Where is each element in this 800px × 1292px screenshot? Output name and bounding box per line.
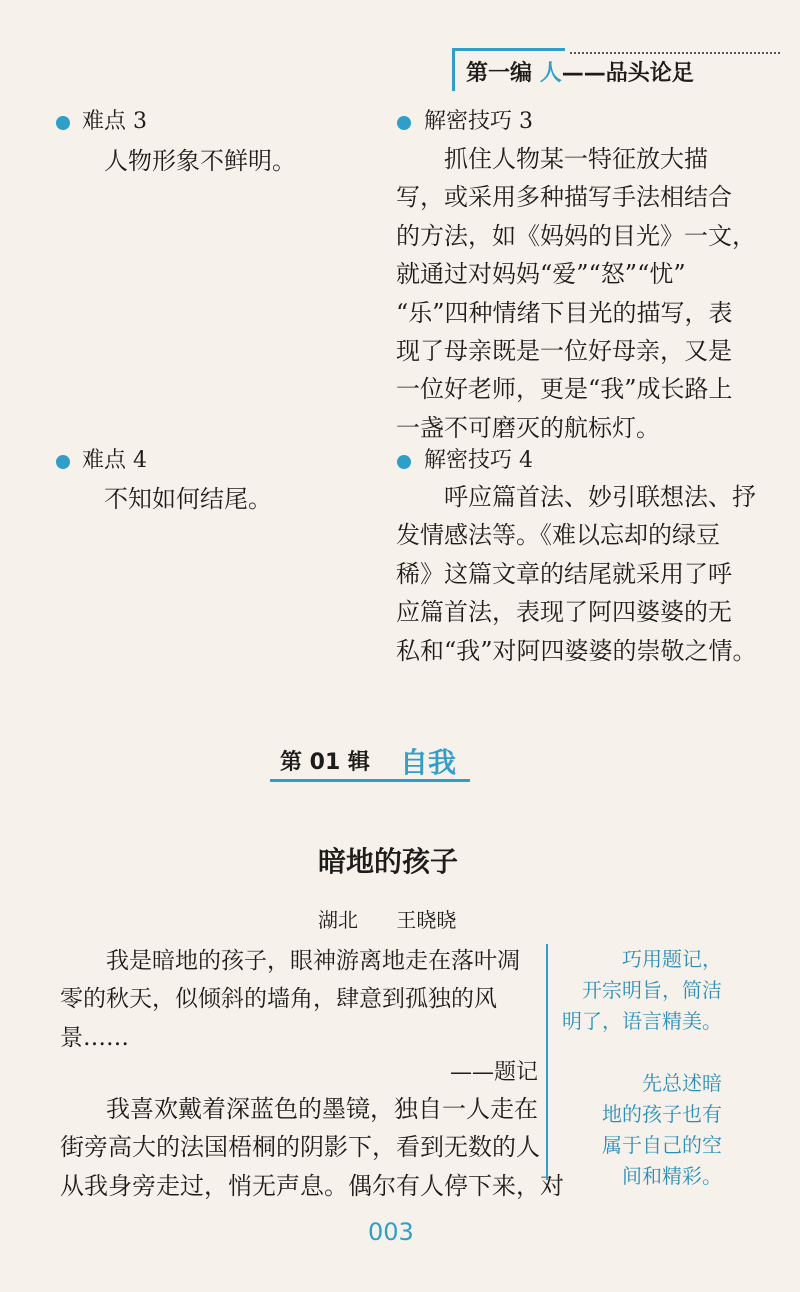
header-title bbox=[466, 56, 694, 87]
text-line: 街旁高大的法国梧桐的阴影下，看到无数的人 bbox=[60, 1133, 540, 1162]
text-line: 的方法，如《妈妈的目光》一文， bbox=[396, 221, 756, 250]
bullet-icon bbox=[56, 116, 70, 130]
tip-label: 解密技巧 4 bbox=[424, 448, 533, 473]
difficulty-label: 难点 3 bbox=[82, 109, 147, 134]
bullet-icon bbox=[397, 116, 411, 130]
tip-label: 解密技巧 3 bbox=[424, 109, 533, 134]
text-line: “乐”四种情绪下目光的描写，表 bbox=[396, 298, 733, 327]
text-line: 抓住人物某一特征放大描 bbox=[444, 145, 708, 173]
text-line: 我是暗地的孩子，眼神游离地走在落叶凋 bbox=[106, 948, 520, 974]
sidenote-line: 地的孩子也有 bbox=[602, 1102, 722, 1126]
series-name: 自我 bbox=[400, 746, 457, 779]
sidenote-line: 开宗明旨，简洁 bbox=[582, 978, 722, 1002]
sidenote bbox=[556, 944, 722, 1037]
header-part: 第一编 bbox=[466, 61, 533, 86]
sidenote bbox=[556, 1068, 722, 1192]
text-line: 一盏不可磨灭的航标灯。 bbox=[396, 413, 660, 442]
tip-paragraph bbox=[396, 478, 757, 670]
text-line: 一位好老师，更是“我”成长路上 bbox=[396, 375, 733, 404]
epigraph bbox=[60, 942, 520, 1057]
text-line: 从我身旁走过，悄无声息。偶尔有人停下来，对 bbox=[60, 1171, 564, 1200]
text-line: 呼应篇首法、妙引联想法、抒 bbox=[444, 483, 756, 511]
text-line: 景…… bbox=[60, 1024, 129, 1051]
header-dotted-rule bbox=[570, 52, 780, 54]
author-location: 湖北 bbox=[318, 908, 358, 932]
author-name: 王晓晓 bbox=[396, 908, 457, 932]
sidenote-line: 属于自己的空 bbox=[602, 1133, 722, 1157]
author-line bbox=[318, 904, 456, 933]
sidenote-line: 巧用题记， bbox=[622, 947, 722, 971]
sidenote-line: 明了，语言精美。 bbox=[562, 1009, 722, 1033]
text-line: 发情感法等。《难以忘却的绿豆 bbox=[396, 521, 720, 550]
tip-paragraph bbox=[396, 140, 756, 447]
text-line: 我喜欢戴着深蓝色的墨镜，独自一人走在 bbox=[106, 1095, 538, 1123]
article-title: 暗地的孩子 bbox=[318, 845, 459, 878]
sidenote-line: 间和精彩。 bbox=[622, 1164, 722, 1188]
difficulty-label: 难点 4 bbox=[82, 448, 147, 473]
header-rest: ——品头论足 bbox=[561, 61, 694, 86]
article-body bbox=[60, 1090, 564, 1205]
sidenote-line: 先总述暗 bbox=[642, 1071, 722, 1095]
header-accent: 人 bbox=[539, 61, 562, 86]
page-number: 003 bbox=[368, 1218, 414, 1246]
series-heading bbox=[270, 745, 470, 782]
text-line: 写，或采用多种描写手法相结合 bbox=[396, 183, 732, 212]
text-line: 应篇首法，表现了阿四婆婆的无 bbox=[396, 598, 732, 627]
text-line: 稀》这篇文章的结尾就采用了呼 bbox=[396, 559, 732, 588]
series-code: 第 01 辑 bbox=[280, 750, 370, 775]
text-line: 零的秋天，似倾斜的墙角，肆意到孤独的风 bbox=[60, 986, 497, 1013]
text-line: 私和“我”对阿四婆婆的崇敬之情。 bbox=[396, 636, 757, 665]
difficulty-text: 人物形象不鲜明。 bbox=[104, 147, 296, 175]
sidenote-rule bbox=[546, 944, 548, 1180]
text-line: 现了母亲既是一位好母亲，又是 bbox=[396, 337, 732, 366]
bullet-icon bbox=[397, 455, 411, 469]
difficulty-text: 不知如何结尾。 bbox=[104, 485, 272, 513]
bullet-icon bbox=[56, 455, 70, 469]
running-header bbox=[452, 48, 762, 92]
text-line: 就通过对妈妈“爱”“怒”“忧” bbox=[396, 260, 686, 289]
epigraph-signature: ——题记 bbox=[450, 1060, 539, 1085]
